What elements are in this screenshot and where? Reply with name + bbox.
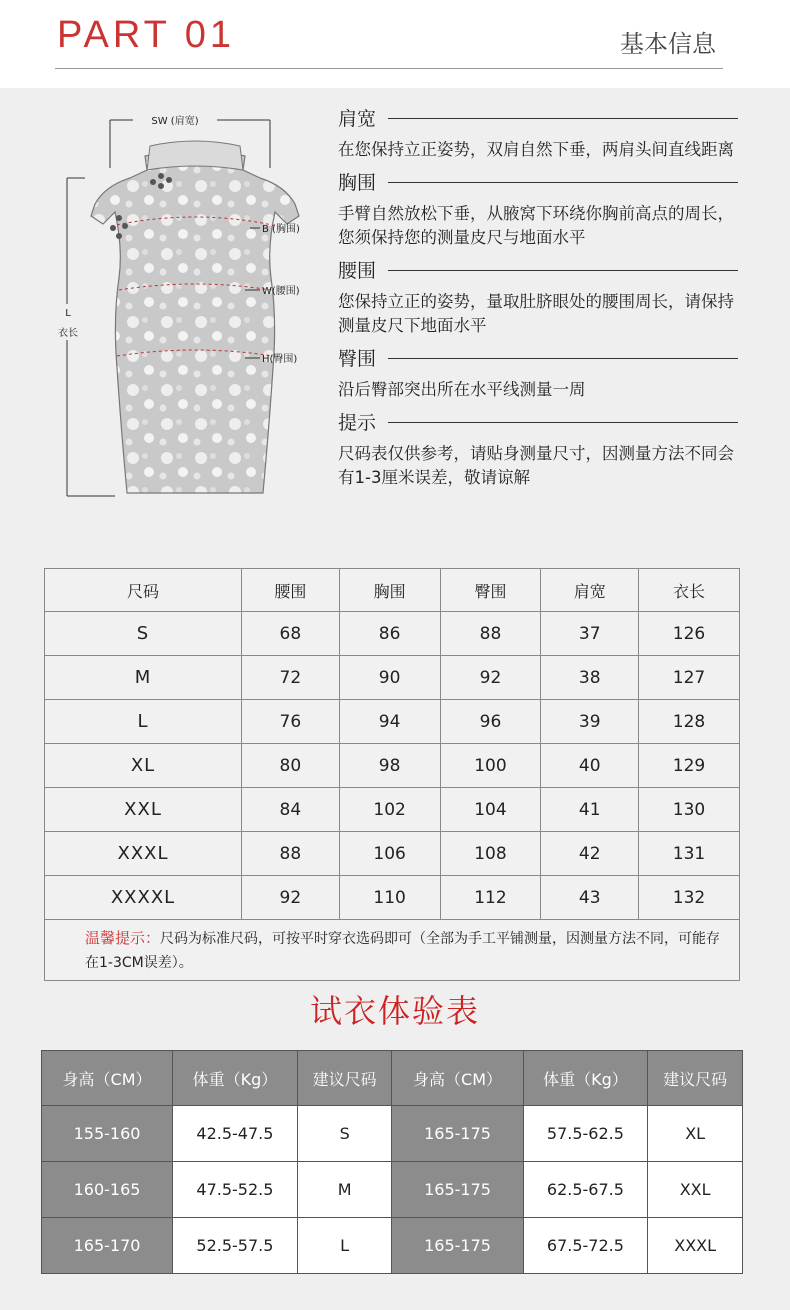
measure-title: 臀围 <box>338 344 384 371</box>
table-cell: 42 <box>541 832 639 876</box>
table-cell: 126 <box>639 612 740 656</box>
column-header: 体重（Kg） <box>523 1051 648 1106</box>
measure-waist <box>338 256 738 338</box>
table-cell: 112 <box>440 876 541 920</box>
measure-shoulder <box>338 104 738 162</box>
measure-desc: 您保持立正的姿势，量取肚脐眼处的腰围周长，请保持测量皮尺下地面水平 <box>338 292 734 335</box>
size-cell: S <box>45 612 242 656</box>
column-header: 肩宽 <box>541 569 639 612</box>
table-row <box>45 832 740 876</box>
table-cell: 84 <box>242 788 340 832</box>
fitting-table <box>41 1050 743 1274</box>
label-b: B (胸围) <box>262 224 300 235</box>
note-label: 温馨提示： <box>85 928 161 947</box>
column-header: 胸围 <box>339 569 440 612</box>
size-cell: L <box>297 1218 392 1274</box>
table-cell: 102 <box>339 788 440 832</box>
table-row <box>42 1106 743 1162</box>
table-cell: 90 <box>339 656 440 700</box>
measure-tip <box>338 408 738 490</box>
table-note-row <box>45 920 740 981</box>
table-cell: 76 <box>242 700 340 744</box>
column-header: 腰围 <box>242 569 340 612</box>
section-title: 基本信息 <box>620 30 716 58</box>
label-sw: SW (肩宽) <box>151 116 199 127</box>
measurement-guide <box>338 104 738 496</box>
table-header-row <box>45 569 740 612</box>
table-cell: 41 <box>541 788 639 832</box>
size-cell: M <box>45 656 242 700</box>
height-cell: 165-170 <box>42 1218 173 1274</box>
weight-cell: 57.5-62.5 <box>523 1106 648 1162</box>
measure-desc: 沿后臀部突出所在水平线测量一周 <box>338 380 586 399</box>
header-divider <box>55 68 723 69</box>
table-row <box>45 656 740 700</box>
height-cell: 165-175 <box>392 1162 523 1218</box>
measure-desc: 尺码表仅供参考，请贴身测量尺寸，因测量方法不同会有1-3厘米误差，敬请谅解 <box>338 444 734 487</box>
part-title: PART 01 <box>57 14 235 56</box>
weight-cell: 67.5-72.5 <box>523 1218 648 1274</box>
table-cell: 38 <box>541 656 639 700</box>
dress-illustration <box>55 108 325 508</box>
measure-desc: 在您保持立正姿势，双肩自然下垂，两肩头间直线距离 <box>338 140 734 159</box>
column-header: 身高（CM） <box>42 1051 173 1106</box>
weight-cell: 62.5-67.5 <box>523 1162 648 1218</box>
table-cell: 104 <box>440 788 541 832</box>
table-cell: 88 <box>242 832 340 876</box>
column-header: 衣长 <box>639 569 740 612</box>
column-header: 尺码 <box>45 569 242 612</box>
size-cell: XXXXL <box>45 876 242 920</box>
column-header: 臀围 <box>440 569 541 612</box>
table-cell: 106 <box>339 832 440 876</box>
table-cell: 72 <box>242 656 340 700</box>
table-header-row <box>42 1051 743 1106</box>
height-cell: 155-160 <box>42 1106 173 1162</box>
size-cell: XXL <box>648 1162 743 1218</box>
label-w: W(腰围) <box>262 286 300 297</box>
table-cell: 68 <box>242 612 340 656</box>
size-chart-table <box>44 568 740 981</box>
table-cell: 37 <box>541 612 639 656</box>
height-cell: 165-175 <box>392 1218 523 1274</box>
table-cell: 129 <box>639 744 740 788</box>
table-cell: 92 <box>242 876 340 920</box>
table-row <box>42 1218 743 1274</box>
table-row <box>45 744 740 788</box>
column-header: 建议尺码 <box>648 1051 743 1106</box>
table-cell: 98 <box>339 744 440 788</box>
label-l: L <box>65 308 71 319</box>
measure-chest <box>338 168 738 250</box>
table-cell: 86 <box>339 612 440 656</box>
table-cell: 110 <box>339 876 440 920</box>
height-cell: 160-165 <box>42 1162 173 1218</box>
table-row <box>42 1162 743 1218</box>
table-cell: 100 <box>440 744 541 788</box>
column-header: 身高（CM） <box>392 1051 523 1106</box>
size-cell: L <box>45 700 242 744</box>
size-cell: XXXL <box>45 832 242 876</box>
weight-cell: 42.5-47.5 <box>173 1106 298 1162</box>
size-cell: XL <box>45 744 242 788</box>
measure-title: 提示 <box>338 408 384 435</box>
size-cell: XXL <box>45 788 242 832</box>
label-h: H(臀围) <box>262 354 298 365</box>
table-row <box>45 612 740 656</box>
table-cell: 127 <box>639 656 740 700</box>
column-header: 建议尺码 <box>297 1051 392 1106</box>
measure-title: 肩宽 <box>338 104 384 131</box>
table-cell: 40 <box>541 744 639 788</box>
table-cell: 92 <box>440 656 541 700</box>
header <box>0 0 790 88</box>
height-cell: 165-175 <box>392 1106 523 1162</box>
size-cell: XL <box>648 1106 743 1162</box>
dress-diagram <box>55 108 325 508</box>
table-cell: 108 <box>440 832 541 876</box>
weight-cell: 47.5-52.5 <box>173 1162 298 1218</box>
measure-title: 腰围 <box>338 256 384 283</box>
measure-title: 胸围 <box>338 168 384 195</box>
size-cell: S <box>297 1106 392 1162</box>
table-cell: 131 <box>639 832 740 876</box>
table-cell: 132 <box>639 876 740 920</box>
table-cell: 128 <box>639 700 740 744</box>
size-cell: M <box>297 1162 392 1218</box>
label-l-cn: 衣长 <box>58 328 78 339</box>
table-cell: 130 <box>639 788 740 832</box>
table-cell: 43 <box>541 876 639 920</box>
table-cell: 94 <box>339 700 440 744</box>
table-cell: 80 <box>242 744 340 788</box>
table-row <box>45 788 740 832</box>
table-cell: 39 <box>541 700 639 744</box>
fitting-title: 试衣体验表 <box>309 992 480 1030</box>
table-cell: 96 <box>440 700 541 744</box>
measure-hip <box>338 344 738 402</box>
weight-cell: 52.5-57.5 <box>173 1218 298 1274</box>
size-cell: XXXL <box>648 1218 743 1274</box>
size-note <box>45 920 740 981</box>
note-text: 尺码为标准尺码，可按平时穿衣选码即可（全部为手工平铺测量，因测量方法不同，可能存在1-3CM误差）。 <box>85 930 721 971</box>
measure-desc: 手臂自然放松下垂，从腋窝下环绕你胸前高点的周长，您须保持您的测量皮尺与地面水平 <box>338 204 734 247</box>
table-cell: 88 <box>440 612 541 656</box>
table-row <box>45 876 740 920</box>
column-header: 体重（Kg） <box>173 1051 298 1106</box>
table-row <box>45 700 740 744</box>
